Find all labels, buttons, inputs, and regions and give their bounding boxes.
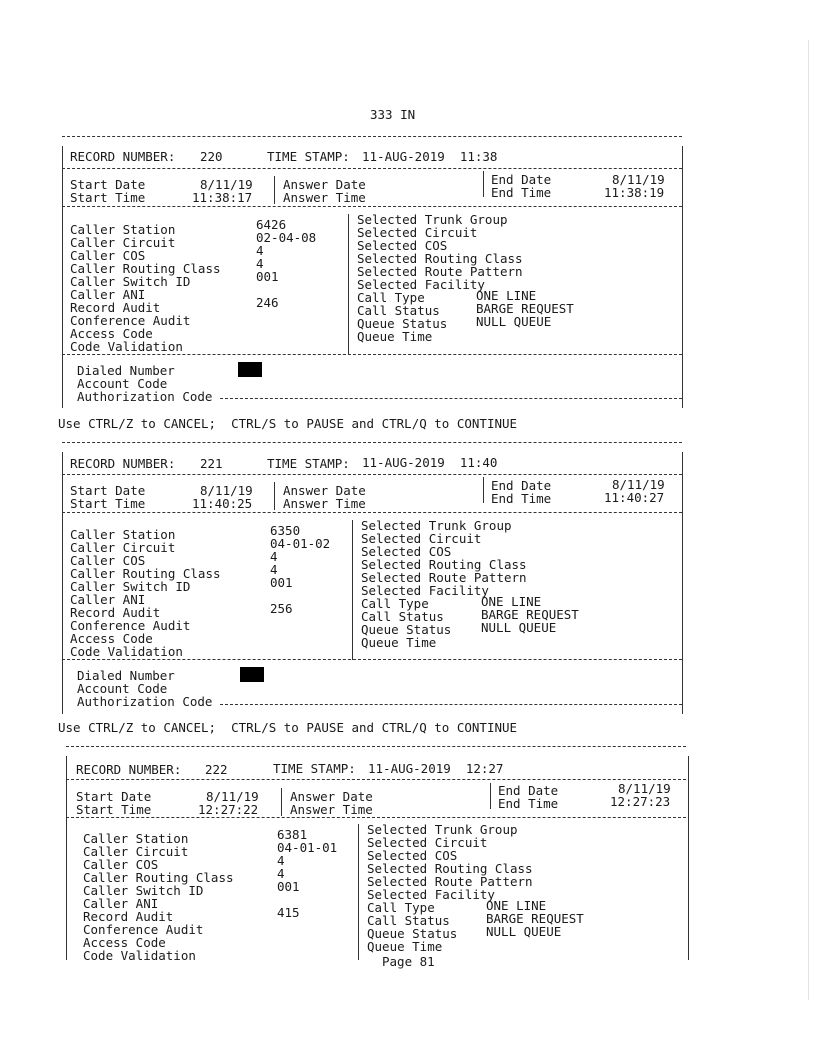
column-separator: [281, 788, 282, 816]
column-separator: [483, 477, 484, 503]
start-time-label: Start Time: [76, 802, 152, 817]
column-separator: [348, 214, 349, 354]
start-date-value: 8/11/19: [206, 789, 259, 804]
dialed-number-label: Dialed Number: [77, 363, 175, 378]
divider: [66, 779, 686, 780]
end-date-label: End Date: [498, 783, 559, 798]
start-time-value: 11:40:25: [192, 496, 253, 511]
column-separator: [274, 482, 275, 510]
selected-trunk-group-label: Selected Trunk Group: [357, 212, 508, 227]
page-footer: Page 81: [382, 954, 435, 969]
selected-facility-label: Selected Facility: [357, 277, 485, 292]
caller-routing-class-value: 4: [256, 256, 264, 271]
caller-cos-label: Caller COS: [83, 857, 159, 872]
caller-station-label: Caller Station: [83, 831, 189, 846]
call-status-value: BARGE REQUEST: [486, 911, 584, 926]
divider: [62, 474, 682, 475]
frame-right: [688, 756, 689, 960]
call-status-label: Call Status: [367, 913, 450, 928]
start-time-label: Start Time: [70, 190, 146, 205]
redaction-box: [238, 362, 262, 377]
selected-cos-label: Selected COS: [367, 848, 458, 863]
end-time-label: End Time: [491, 491, 552, 506]
start-date-value: 8/11/19: [200, 177, 253, 192]
conference-audit-label: Conference Audit: [70, 618, 191, 633]
caller-cos-label: Caller COS: [70, 248, 146, 263]
end-time-value: 11:38:19: [604, 185, 665, 200]
record-audit-label: Record Audit: [70, 300, 161, 315]
call-type-value: ONE LINE: [481, 594, 542, 609]
control-instructions: Use CTRL/Z to CANCEL; CTRL/S to PAUSE and CTRL/Q to CONTINUE: [58, 720, 518, 735]
end-date-label: End Date: [491, 172, 552, 187]
selected-routing-class-label: Selected Routing Class: [357, 251, 523, 266]
frame-right: [682, 146, 683, 408]
redaction-box: [240, 667, 264, 682]
divider: [62, 136, 682, 137]
caller-station-value: 6381: [277, 827, 308, 842]
start-time-value: 11:38:17: [192, 190, 253, 205]
record-audit-value: 415: [277, 905, 300, 920]
call-status-value: BARGE REQUEST: [476, 301, 574, 316]
caller-switch-id-label: Caller Switch ID: [70, 274, 191, 289]
caller-ani-label: Caller ANI: [70, 287, 146, 302]
account-code-label: Account Code: [77, 681, 168, 696]
queue-status-value: NULL QUEUE: [476, 314, 552, 329]
caller-switch-id-value: 001: [277, 879, 300, 894]
caller-cos-label: Caller COS: [70, 553, 146, 568]
divider: [62, 354, 682, 355]
selected-cos-label: Selected COS: [357, 238, 448, 253]
time-stamp-label: TIME STAMP:: [273, 761, 356, 776]
end-time-value: 11:40:27: [604, 490, 665, 505]
caller-circuit-label: Caller Circuit: [70, 235, 176, 250]
caller-station-label: Caller Station: [70, 222, 176, 237]
divider: [62, 512, 682, 513]
selected-trunk-group-label: Selected Trunk Group: [367, 822, 518, 837]
queue-time-label: Queue Time: [367, 939, 443, 954]
caller-station-label: Caller Station: [70, 527, 176, 542]
end-date-value: 8/11/19: [612, 172, 665, 187]
selected-route-pattern-label: Selected Route Pattern: [357, 264, 523, 279]
record-audit-label: Record Audit: [83, 909, 174, 924]
divider: [62, 442, 682, 443]
queue-status-value: NULL QUEUE: [481, 620, 557, 635]
selected-routing-class-label: Selected Routing Class: [367, 861, 533, 876]
selected-circuit-label: Selected Circuit: [357, 225, 478, 240]
end-time-label: End Time: [498, 796, 559, 811]
call-type-label: Call Type: [357, 290, 425, 305]
conference-audit-label: Conference Audit: [83, 922, 204, 937]
access-code-label: Access Code: [83, 935, 166, 950]
record-number-label: RECORD NUMBER:: [70, 456, 176, 471]
call-type-value: ONE LINE: [476, 288, 537, 303]
answer-date-label: Answer Date: [290, 789, 373, 804]
answer-time-label: Answer Time: [283, 496, 366, 511]
frame-left: [62, 452, 63, 714]
account-code-label: Account Code: [77, 376, 168, 391]
page-edge-line: [808, 40, 809, 1000]
queue-time-label: Queue Time: [357, 329, 433, 344]
caller-routing-class-label: Caller Routing Class: [83, 870, 234, 885]
frame-left: [66, 756, 67, 960]
selected-routing-class-label: Selected Routing Class: [361, 557, 527, 572]
caller-routing-class-value: 4: [270, 562, 278, 577]
frame-left: [62, 146, 63, 408]
selected-route-pattern-label: Selected Route Pattern: [361, 570, 527, 585]
selected-cos-label: Selected COS: [361, 544, 452, 559]
caller-circuit-label: Caller Circuit: [70, 540, 176, 555]
record-number-value: 221: [200, 456, 223, 471]
authorization-code-label: Authorization Code: [77, 389, 213, 404]
caller-circuit-value: 04-01-02: [270, 536, 331, 551]
time-stamp-label: TIME STAMP:: [267, 456, 350, 471]
call-status-value: BARGE REQUEST: [481, 607, 579, 622]
caller-routing-class-value: 4: [277, 866, 285, 881]
caller-switch-id-value: 001: [256, 269, 279, 284]
caller-circuit-label: Caller Circuit: [83, 844, 189, 859]
start-time-value: 12:27:22: [198, 802, 259, 817]
conference-audit-label: Conference Audit: [70, 313, 191, 328]
dialed-number-label: Dialed Number: [77, 668, 175, 683]
selected-circuit-label: Selected Circuit: [361, 531, 482, 546]
access-code-label: Access Code: [70, 631, 153, 646]
selected-circuit-label: Selected Circuit: [367, 835, 488, 850]
divider: [62, 168, 682, 169]
start-date-label: Start Date: [70, 483, 146, 498]
caller-switch-id-value: 001: [270, 575, 293, 590]
end-date-value: 8/11/19: [618, 781, 671, 796]
end-time-label: End Time: [491, 185, 552, 200]
time-stamp-value: 11-AUG-2019 11:38: [362, 149, 498, 164]
column-separator: [483, 171, 484, 197]
caller-ani-label: Caller ANI: [83, 896, 159, 911]
caller-circuit-value: 04-01-01: [277, 840, 338, 855]
time-stamp-value: 11-AUG-2019 11:40: [362, 455, 498, 470]
answer-time-label: Answer Time: [290, 802, 373, 817]
record-number-value: 220: [200, 149, 223, 164]
end-date-label: End Date: [491, 478, 552, 493]
time-stamp-label: TIME STAMP:: [267, 149, 350, 164]
divider: [66, 817, 686, 818]
divider: [220, 398, 682, 399]
code-validation-label: Code Validation: [70, 644, 183, 659]
end-time-value: 12:27:23: [610, 794, 671, 809]
column-separator: [274, 176, 275, 204]
column-separator: [358, 824, 359, 960]
call-type-label: Call Type: [361, 596, 429, 611]
end-date-value: 8/11/19: [612, 477, 665, 492]
start-date-value: 8/11/19: [200, 483, 253, 498]
divider: [62, 659, 682, 660]
queue-status-label: Queue Status: [361, 622, 452, 637]
answer-date-label: Answer Date: [283, 483, 366, 498]
call-status-label: Call Status: [357, 303, 440, 318]
record-number-value: 222: [205, 762, 228, 777]
authorization-code-label: Authorization Code: [77, 694, 213, 709]
start-time-label: Start Time: [70, 496, 146, 511]
caller-routing-class-label: Caller Routing Class: [70, 261, 221, 276]
queue-time-label: Queue Time: [361, 635, 437, 650]
caller-circuit-value: 02-04-08: [256, 230, 317, 245]
caller-switch-id-label: Caller Switch ID: [70, 579, 191, 594]
divider: [62, 206, 682, 207]
queue-status-label: Queue Status: [357, 316, 448, 331]
selected-trunk-group-label: Selected Trunk Group: [361, 518, 512, 533]
start-date-label: Start Date: [70, 177, 146, 192]
caller-ani-label: Caller ANI: [70, 592, 146, 607]
caller-station-value: 6426: [256, 217, 287, 232]
queue-status-label: Queue Status: [367, 926, 458, 941]
call-type-label: Call Type: [367, 900, 435, 915]
selected-route-pattern-label: Selected Route Pattern: [367, 874, 533, 889]
call-type-value: ONE LINE: [486, 898, 547, 913]
queue-status-value: NULL QUEUE: [486, 924, 562, 939]
record-audit-label: Record Audit: [70, 605, 161, 620]
caller-cos-value: 4: [256, 243, 264, 258]
caller-cos-value: 4: [270, 549, 278, 564]
divider: [66, 746, 686, 747]
column-separator: [490, 783, 491, 809]
selected-facility-label: Selected Facility: [361, 583, 489, 598]
page-header: 333 IN: [370, 107, 416, 122]
answer-time-label: Answer Time: [283, 190, 366, 205]
frame-right: [682, 452, 683, 714]
access-code-label: Access Code: [70, 326, 153, 341]
caller-station-value: 6350: [270, 523, 301, 538]
call-status-label: Call Status: [361, 609, 444, 624]
caller-routing-class-label: Caller Routing Class: [70, 566, 221, 581]
caller-switch-id-label: Caller Switch ID: [83, 883, 204, 898]
record-number-label: RECORD NUMBER:: [70, 149, 176, 164]
column-separator: [352, 520, 353, 660]
start-date-label: Start Date: [76, 789, 152, 804]
record-audit-value: 246: [256, 295, 279, 310]
answer-date-label: Answer Date: [283, 177, 366, 192]
record-audit-value: 256: [270, 601, 293, 616]
caller-cos-value: 4: [277, 853, 285, 868]
code-validation-label: Code Validation: [70, 339, 183, 354]
time-stamp-value: 11-AUG-2019 12:27: [368, 761, 504, 776]
selected-facility-label: Selected Facility: [367, 887, 495, 902]
record-number-label: RECORD NUMBER:: [76, 762, 182, 777]
divider: [220, 704, 682, 705]
code-validation-label: Code Validation: [83, 948, 196, 963]
control-instructions: Use CTRL/Z to CANCEL; CTRL/S to PAUSE and CTRL/Q to CONTINUE: [58, 416, 518, 431]
